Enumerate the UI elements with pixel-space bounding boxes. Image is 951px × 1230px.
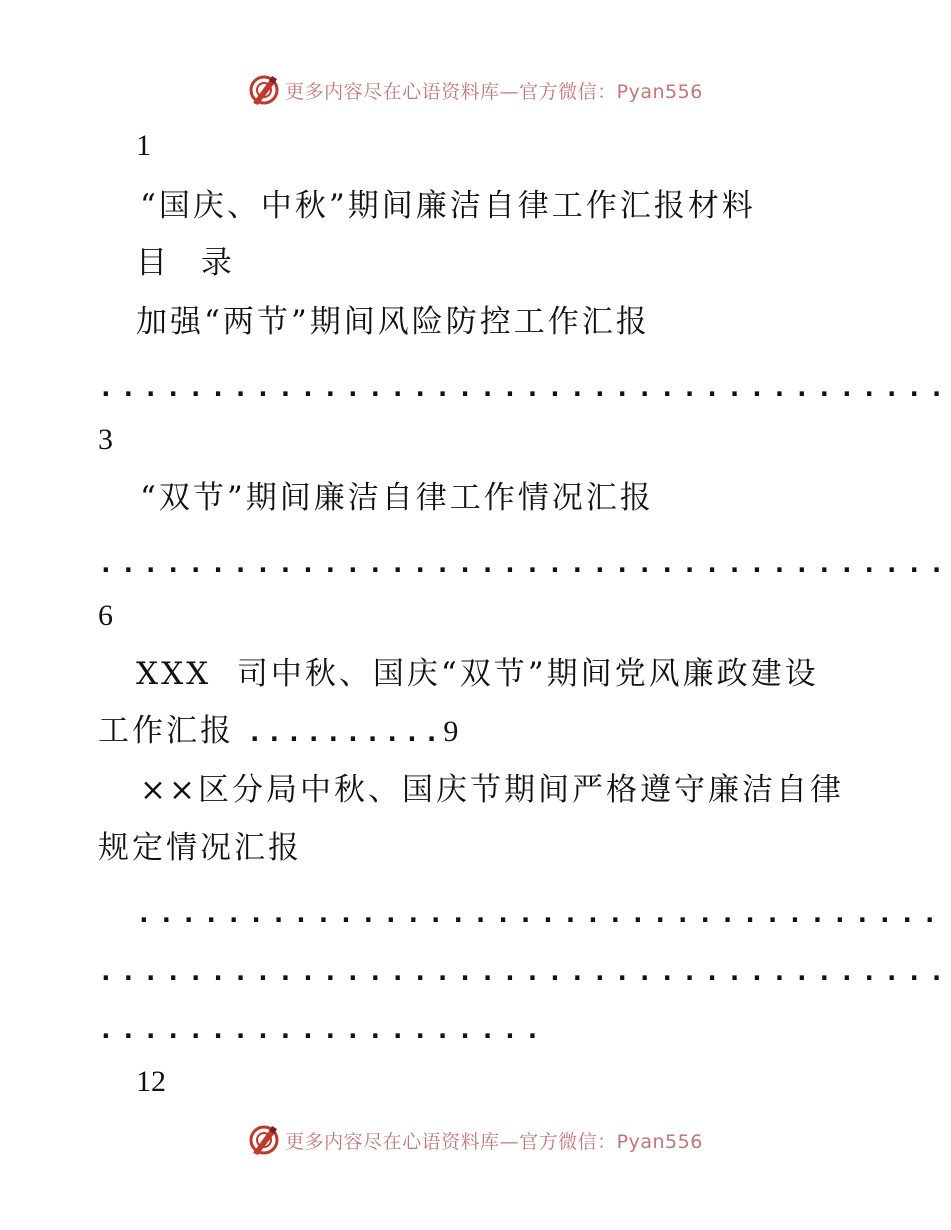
- toc-entry-3-title-line1: XXX 司中秋、国庆“双节”期间党风廉政建设: [136, 656, 819, 692]
- toc-entry-2-dots: ......................................: [98, 549, 951, 579]
- toc-entry-4-page: 12: [136, 1065, 166, 1098]
- toc-entry-4-dots-line2: ......................................: [98, 957, 951, 987]
- toc-entry-1-dots: ......................................: [98, 373, 951, 403]
- toc-heading: 目 录: [136, 245, 244, 281]
- toc-entry-2-title: “双节”期间廉洁自律工作情况汇报: [140, 480, 654, 516]
- toc-entry-3-title-line2: [98, 711, 458, 753]
- page-number: 1: [136, 129, 151, 162]
- toc-entry-3-title-text: 工作汇报: [98, 713, 234, 749]
- toc-entry-1-title: 加强“两节”期间风险防控工作汇报: [136, 304, 650, 340]
- document-title: “国庆、中秋”期间廉洁自律工作汇报材料: [140, 188, 756, 224]
- toc-entry-1-page: 3: [98, 423, 113, 456]
- toc-entry-4-title-line1: ××区分局中秋、国庆节期间严格遵守廉洁自律: [140, 772, 844, 808]
- toc-entry-4-dots-line3: ....................: [98, 1015, 548, 1045]
- footer-watermark: [0, 1120, 950, 1160]
- pen-logo-icon: [247, 73, 281, 107]
- watermark-text: 更多内容尽在心语资料库—官方微信：Pyan556: [285, 1130, 703, 1153]
- header-watermark: [0, 70, 950, 110]
- toc-entry-2-page: 6: [98, 599, 113, 632]
- watermark-text: 更多内容尽在心语资料库—官方微信：Pyan556: [285, 80, 703, 103]
- toc-entry-4-dots-line1: ....................................: [136, 899, 945, 929]
- toc-entry-3-page: 9: [443, 715, 459, 748]
- toc-entry-4-title-line2: 规定情况汇报: [98, 830, 302, 866]
- toc-entry-3-dots: ..........: [246, 718, 444, 748]
- pen-logo-icon: [247, 1123, 281, 1157]
